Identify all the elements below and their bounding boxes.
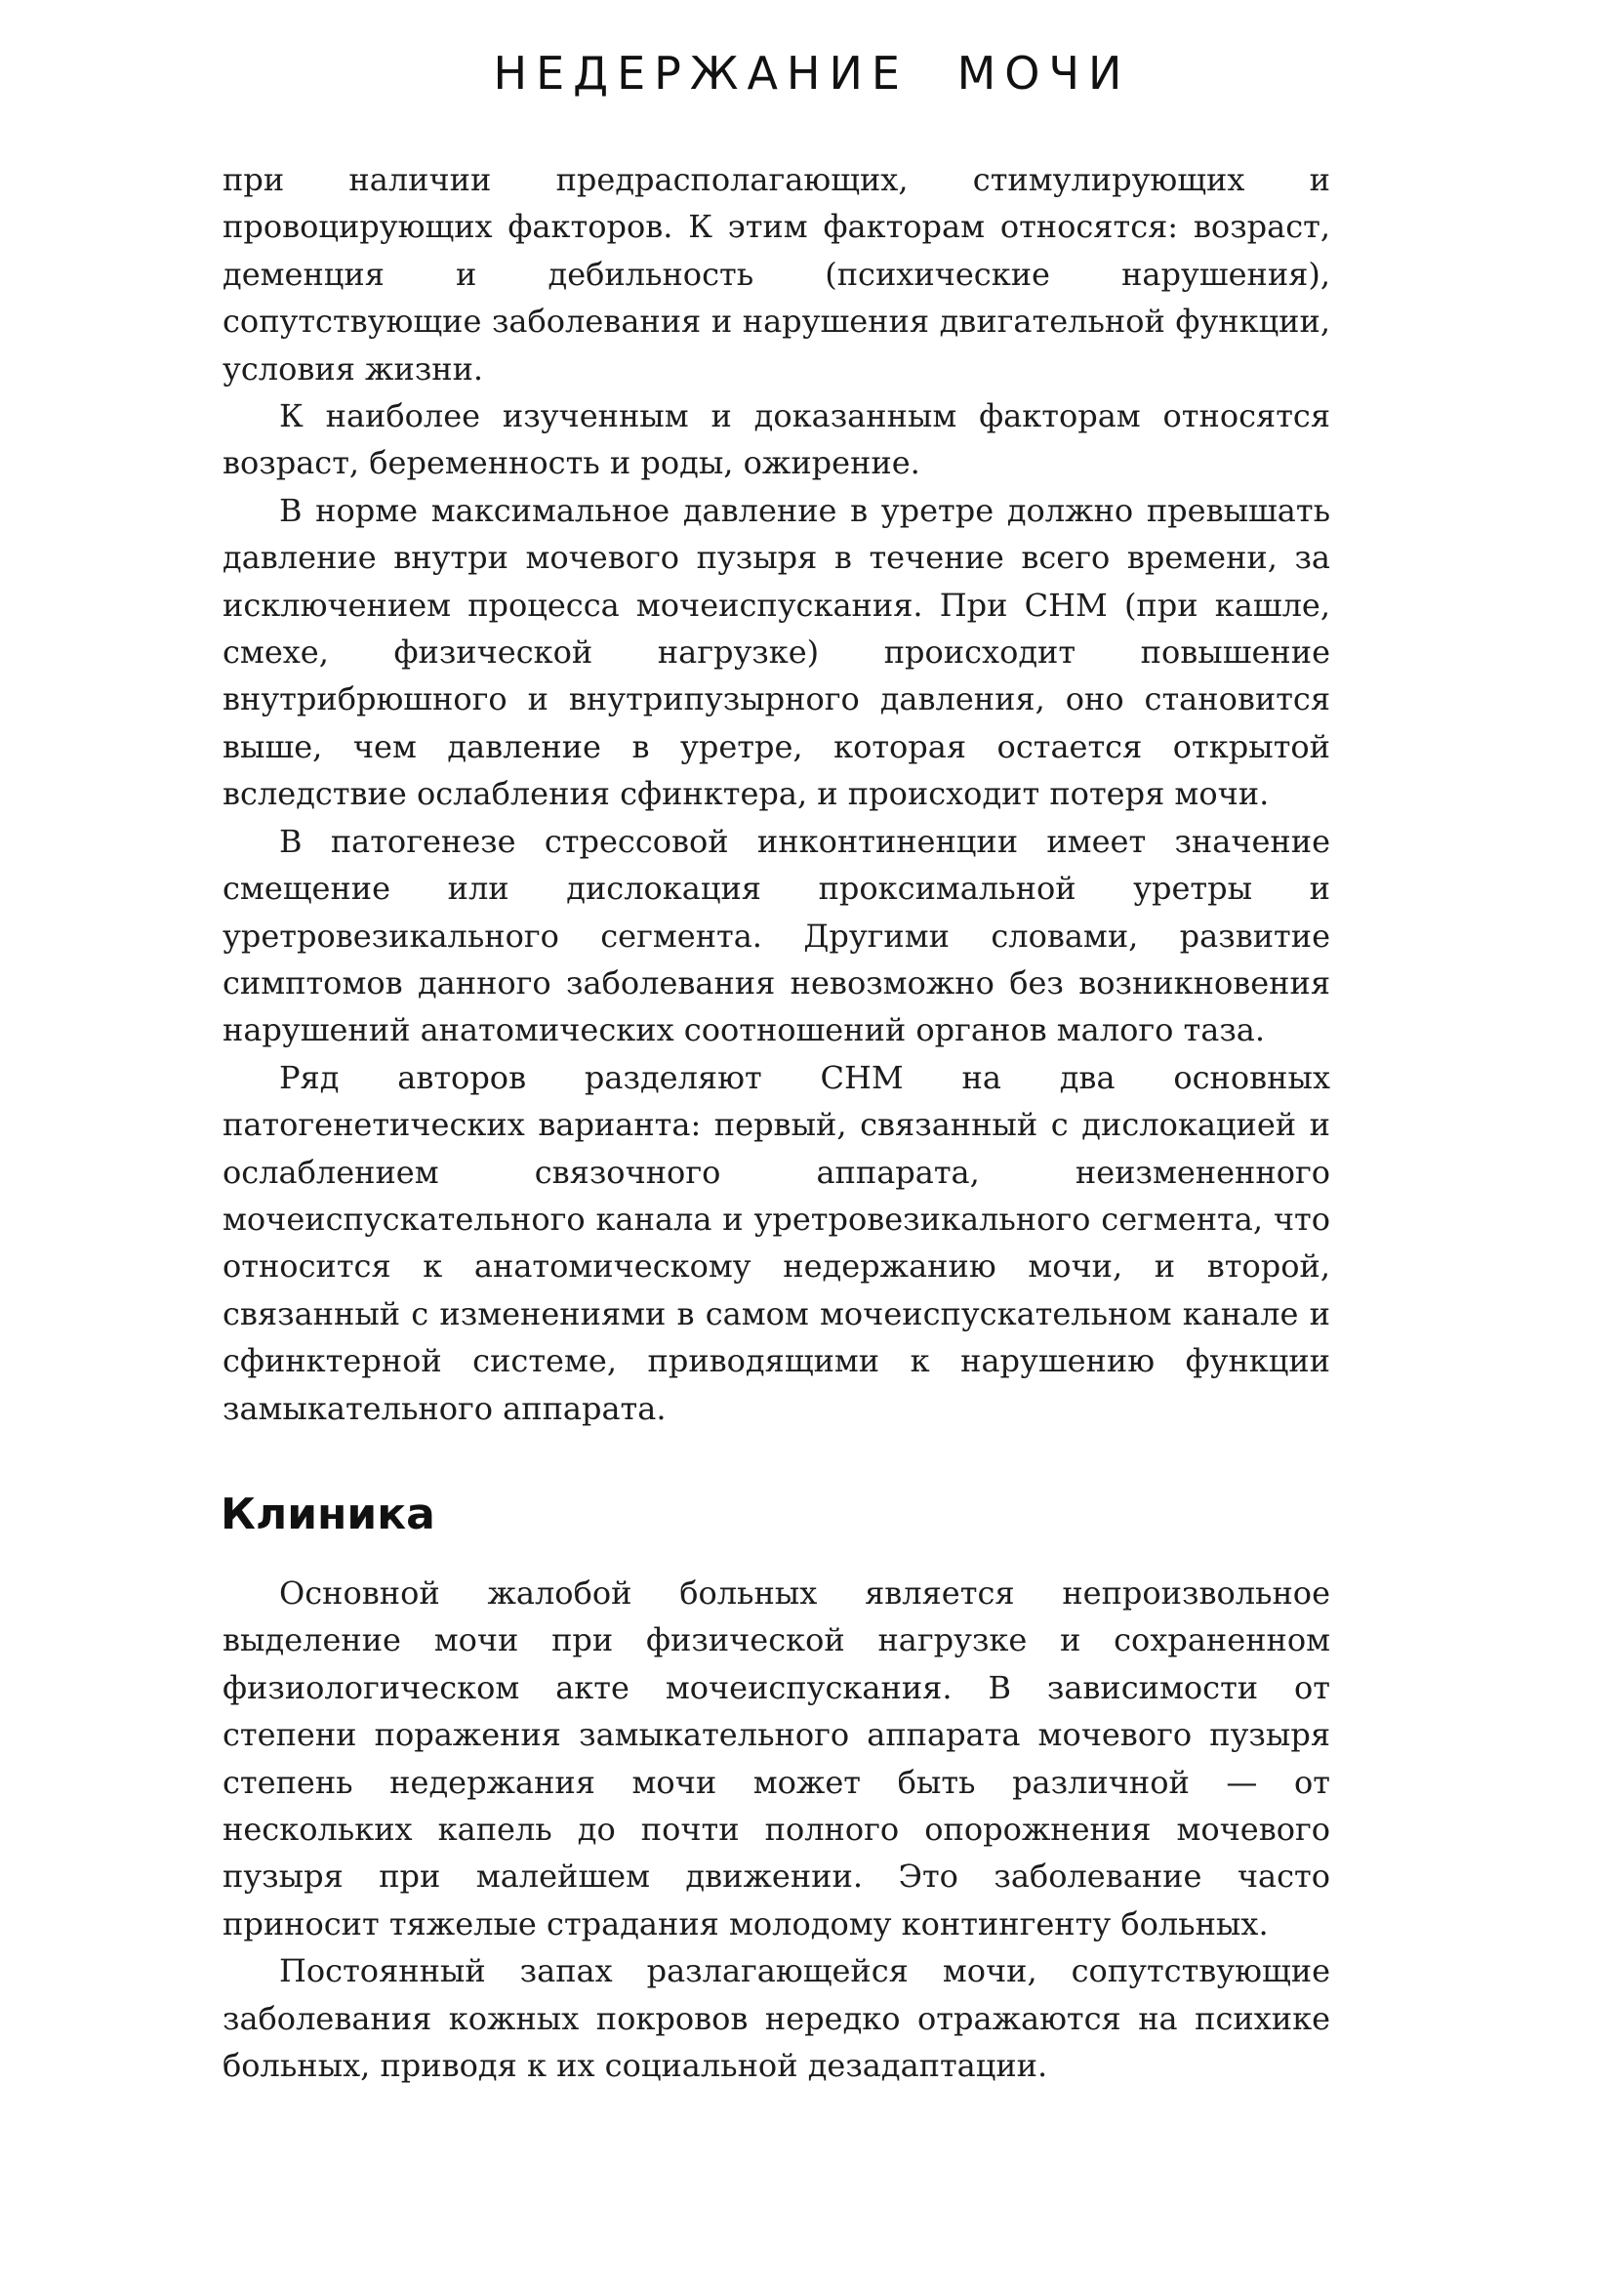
paragraph-main-complaint: Основной жалобой больных является непроизвольное выделение мочи при физической нагрузке и сохраненном физиологическом акте мочеиспускания. В зависимости от степени поражения замыкательного аппарата мочевого пузыря степень недержания мочи может быть различной — от нескольких капель до почти полного опорожнения мочевого пузыря при малейшем движении. Это заболевание часто приносит тяжелые страдания молодому контингенту больных.	[223, 1574, 1330, 1942]
paragraph-risk-factors: при наличии предрасполагающих, стимулирующих и провоцирующих факторов. К этим факторам относятся: возраст, деменция и дебильность (психические нарушения), сопутствующие заболевания и нарушения двигательной функции, условия жизни.	[223, 161, 1330, 388]
running-head: НЕДЕРЖАНИЕ МОЧИ	[493, 47, 1131, 100]
paragraph-urethral-pressure: В норме максимальное давление в уретре должно превышать давление внутри мочевого пузыря в течение всего времени, за исключением процесса мочеиспускания. При СНМ (при кашле, смехе, физической нагрузке) происходит повышение внутрибрюшного и внутрипузырного давления, оно становится выше, чем давление в уретре, которая остается открытой вследствие ослабления сфинктера, и происходит потеря мочи.	[223, 491, 1330, 813]
paragraph-proven-factors: К наиболее изученным и доказанным факторам относятся возраст, беременность и роды, ожирение.	[223, 397, 1330, 482]
paragraph-psychological-impact: Постоянный запах разлагающейся мочи, сопутствующие заболевания кожных покровов нередко отражаются на психике больных, приводя к их социальной дезадаптации.	[223, 1952, 1330, 2085]
body-text	[223, 156, 1330, 1432]
section-heading-clinic: Клиника	[221, 1490, 435, 1539]
paragraph-variants: Ряд авторов разделяют СНМ на два основных патогенетических варианта: первый, связанный с дислокацией и ослаблением связочного аппарата, неизмененного мочеиспускательного канала и уретровезикального сегмента, что относится к анатомическому недержанию мочи, и второй, связанный с изменениями в самом мочеиспускательном канале и сфинктерной системе, приводящими к нарушению функции замыкательного аппарата.	[223, 1058, 1330, 1427]
paragraph-pathogenesis: В патогенезе стрессовой инконтиненции имеет значение смещение или дислокация проксимальной уретры и уретровезикального сегмента. Другими словами, развитие симптомов данного заболевания невозможно без возникновения нарушений анатомических соотношений органов малого таза.	[223, 822, 1330, 1049]
section-text-clinic	[223, 1570, 1330, 2089]
